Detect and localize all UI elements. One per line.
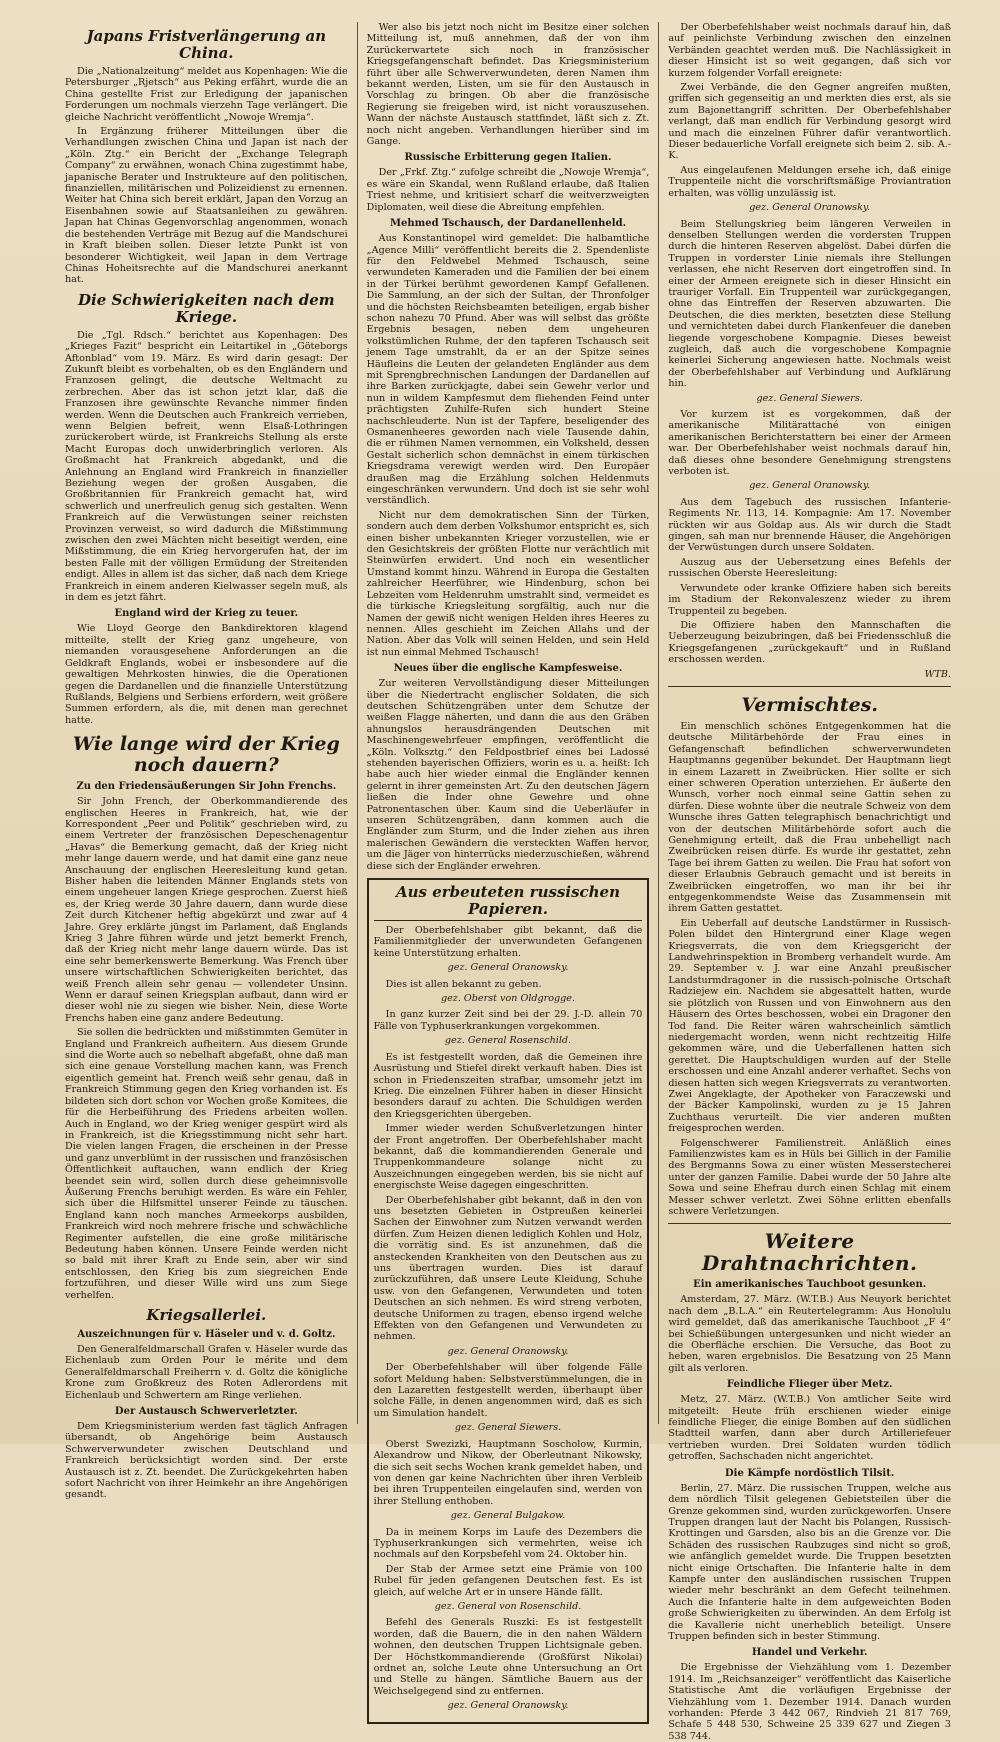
paragraph: Befehl des Generals Ruszki: Es ist festgestellt worden, daß die Bauern, die in den nahen Wäldern wohnen, den deutschen Truppen Lichtsignale geben. Der Höchstkommandierende (Großfürst Nikolai) ordnet an, solche Leute ohne Untersuchung an Ort und Stelle zu hängen. Sämtliche Bauern aus der Weichselgegend sind zu entfernen. [373, 1617, 643, 1697]
article-title: Aus erbeuteten russischen Papieren. [374, 884, 643, 921]
agency-mark: WTB. [924, 668, 952, 680]
signature: gez. Oberst von Oldgrogge. [440, 993, 576, 1005]
article-subtitle: Russische Erbitterung gegen Italien. [404, 152, 612, 164]
paragraph: Vor kurzem ist es vorgekommen, daß der amerikanische Militärattaché von einigen amerikanischen Berichterstattern bei einer der Armeen war. Der Oberbefehlshaber weist nochmals darauf hin, daß dieses ohne besondere Genehmigung strengstens verboten ist. [668, 409, 952, 478]
signature: gez. General Bulgakow. [450, 1510, 566, 1522]
paragraph: Der „Frkf. Ztg.“ zufolge schreibt die „Nowoje Wremja“, es wäre ein Skandal, wenn Rußland erlaube, daß Italien Triest nehme, und kritisiert scharf die weitverzweigten Diplomaten, weil diese die Abreitung empfehlen. [366, 167, 650, 213]
article-title: Die Schwierigkeiten nach dem Kriege. [78, 290, 335, 326]
paragraph: Berlin, 27. März. Die russischen Truppen, welche aus dem nördlich Tilsit gelegenen Gebietsteilen über die Grenze gekommen sind, wurden zurückgeworfen. Unsere Truppen drangen laut der Nacht bis Polangen, Russisch-Krottingen und Garsden, also bis an die Grenze vor. Die Schäden des russischen Raubzuges sind nicht so groß, wie anfänglich gemeldet wurde. Die Truppen besetzten nicht einige Ortschaften. Die Infanterie halte in dem Kampfe unter den ausländischen russischen Truppen wieder mehr beschränkt an dem Gefecht teilnehmen. Auch die Infanterie halte in dem aufgeweichten Boden große Schwierigkeiten zu überwinden. An dem Erfolg ist die Kavallerie nicht unerheblich beteiligt. Unsere Truppen befinden sich in bester Stimmung. [668, 1482, 952, 1642]
article-subtitle: Der Austausch Schwerverletzter. [114, 1406, 298, 1418]
paragraph: Verwundete oder kranke Offiziere haben sich bereits im Stadium der Rekonvaleszenz wieder zu ihrem Truppenteil zu begeben. [668, 582, 952, 617]
section-title: Vermischtes. [741, 693, 879, 716]
paragraph: Aus eingelaufenen Meldungen ersehe ich, daß einige Truppenteile nicht die vorschriftsmäßige Proviantration erhalten, was völlig unzulässig ist. [668, 164, 952, 199]
column-3 [658, 22, 960, 1742]
paragraph: Wie Lloyd George den Bankdirektoren klagend mitteilte, stellt der Krieg ganz ungeheure, von niemanden vorausgesehene Anforderungen an die Geldkraft Englands, wobei er insbesondere auf die gewaltigen Mehrkosten hinwies, die die Operationen gegen die Dardanellen und die finanzielle Unterstützung Rußlands, Belgiens und Serbiens erfordern, weit größere Summen erfordern, als die, mit denen man gerechnet hatte. [65, 623, 348, 726]
paragraph: Zur weiteren Vervollständigung dieser Mitteilungen über die Niedertracht englischer Soldaten, die sich deutschen Schützengräben unter dem Schutze der weißen Flagge näherten, und dann die aus den Gräben ahnungslos herausdrängenden Deutschen mit Maschinengewehrfeuer empfingen, veröffentlicht die „Köln. Volksztg.“ den Feldpostbrief eines bei Ladossé stehenden bayerischen Offiziers, worin es u. a. heißt: Ich habe auch hier wieder einmal die Engländer kennen gelernt in ihrer gemeinsten Art. Zu den deutschen Jägern ließen die Inder ohne Gewehre und ohne Patronentaschen über. Kaum sind die Ueberläufer in unseren Schützengräben, dann kommen auch die Engländer zum Sturm, und die Inder ziehen aus ihren malerischen Gewändern die versteckten Waffen hervor, um die Jäger von hinterrücks niederzuschießen, während diese sich der Engländer erwehren. [366, 678, 650, 872]
article-subtitle: Mehmed Tschausch, der Dardanellenheld. [389, 218, 627, 230]
paragraph: In Ergänzung früherer Mitteilungen über die Verhandlungen zwischen China und Japan ist nach der „Köln. Ztg.“ ein Bericht der „Exchange Telegraph Company“ zu erwähnen, wonach China zugestimmt habe, japanische Berater und Instrukteure auf den politischen, finanziellen, militärischen und Polizeidienst zu ernennen. Weiter hat China sich bereit erklärt, Japan den Vorzug an Eisenbahnen sowie auf Staatsanleihen zu gewähren. Japan hat Chinas Gegenvorschlag angenommen, wonach die bestehenden Verträge mit Bezug auf die Mandschurei in Kraft bleiben sollen. Dieser letzte Punkt ist von besonderer Wichtigkeit, weil Japan in dem Vertrage Chinas Hoheitsrechte auf die Mandschurei anerkannt hat. [65, 126, 348, 286]
article-subtitle: Ein amerikanisches Tauchboot gesunken. [693, 1279, 927, 1291]
paragraph: Der Oberbefehlshaber gibt bekannt, daß in den von uns besetzten Gebieten in Ostpreußen keinerlei Sachen der Einwohner zum Nutzen verwandt werden dürfen. Zum Heizen dienen lediglich Kohlen und Holz, die vorrätig sind. Es ist anzunehmen, daß die ansteckenden Krankheiten von den Deutschen aus zu uns übertragen wurden. Dies ist darauf zurückzuführen, daß unsere Leute Kleidung, Schuhe usw. von den Gefangenen, Verwundeten und toten Deutschen an sich nehmen. Es wird streng verboten, deutsche Uniformen zu tragen, ebenso irgend welche Effekten von den Gefangenen und Verwundeten zu nehmen. [373, 1194, 643, 1343]
paragraph: Amsterdam, 27. März. (W.T.B.) Aus Neuyork berichtet nach dem „B.L.A.“ ein Reutertelegramm: Aus Honolulu wird gemeldet, daß das amerikanische Tauchboot „F 4“ bei Schießübungen untergesunken und nicht wieder an die Oberfläche erschien. Die Versuche, das Boot zu heben, waren ergebnislos. Die Besatzung von 25 Mann gilt als verloren. [668, 1294, 952, 1374]
signature: gez. General Siewers. [454, 1422, 562, 1434]
article-title: Wie lange wird der Krieg noch dauern? [72, 733, 340, 777]
paragraph: Der Oberbefehlshaber weist nochmals darauf hin, daß auf peinlichste Verbindung zwischen den einzelnen Verbänden geachtet werden muß. Die Nachlässigkeit in dieser Hinsicht ist so weit gegangen, daß sich vor kurzem folgender Vorfall ereignete: [668, 22, 952, 79]
paragraph: Die „Nationalzeitung“ meldet aus Kopenhagen: Wie die Petersburger „Rjetsch“ aus Peking erfährt, wurde die an China gestellte Frist zur Erledigung der japanischen Forderungen um nochmals vierzehn Tage verlängert. Die gleiche Nachricht veröffentlicht „Nowoje Wremja“. [65, 66, 348, 123]
paragraph: Sie sollen die bedrückten und mißstimmten Gemüter in England und Frankreich aufheitern. Aus diesem Grunde sind die Worte auch so nebelhaft abgefaßt, ohne daß man sich eine genaue Vorstellung machen kann, was French eigentlich gemeint hat. French weiß sehr genau, daß in Frankreich Stimmung gegen den Krieg vorhanden ist. Es bildeten sich dort schon vor Wochen große Komitees, die für die Herbeiführung des Friedens arbeiten wollen. Auch in England, wo der Krieg weniger gespürt wird als in Frankreich, ist die Kriegsstimmung nicht sehr hart. Die vielen langen Fragen, die erscheinen in der Presse und ganz unverblümt in der russischen und französischen Öffentlichkeit auftauchen, wann endlich der Krieg beendet sein wird, sollen durch diese geheimnisvolle Äußerung Frenchs beruhigt werden. Es wäre ein Fehler, sich über die Hilfsmittel unserer Feinde zu täuschen. England kann noch manches Armeekorps ausbilden, Frankreich wird noch mehrere frische und schwächliche Regimenter aufstellen, die eine große militärische Bedeutung haben können. Unsere Feinde werden nicht so bald mit ihrer Kraft zu Ende sein, aber wir sind entschlossen, den Krieg bis zum siegreichen Ende fortzuführen, und dieser Wille wird uns zum Siege verhelfen. [65, 1027, 348, 1301]
paragraph: Nicht nur dem demokratischen Sinn der Türken, sondern auch dem derben Volkshumor entspricht es, sich einen bisher unbekannten Krieger vorzustellen, wie er den Gesichtskreis der größten Flotte nur verächtlich mit Steinwürfen erwidert. Und noch ein wesentlicher Umstand kommt hinzu. Während in Europa die Gestalten zahlreicher Heerführer, wie Hindenburg, schon bei Lebzeiten vom Heldenruhm umstrahlt sind, vermeidet es die türkische Kriegsleitung sorgfältig, auch nur die Namen der gewiß nicht wenigen Helden ihres Heeres zu nennen. Alles geschieht im Zeichen Allahs und der Nation. Aber das Volk will seinen Helden, und sein Held ist nun einmal Mehmed Tschausch! [366, 509, 650, 658]
paragraph: Es ist festgestellt worden, daß die Gemeinen ihre Ausrüstung und Stiefel direkt verkauft haben. Dies ist schon in Friedenszeiten strafbar, umsomehr jetzt im Krieg. Die einzelnen Führer haben in dieser Hinsicht besonders darauf zu achten. Die Schuldigen werden den Kriegsgerichten übergeben. [373, 1051, 643, 1120]
section-title: Weitere Drahtnachrichten. [701, 1229, 918, 1276]
article-subtitle: Zu den Friedensäußerungen Sir John Frenchs. [76, 781, 337, 793]
article-subtitle: Neues über die englische Kampfesweise. [393, 663, 623, 675]
boxed-article [367, 878, 650, 1724]
signature: gez. General Oranowsky. [749, 202, 871, 214]
paragraph: Den Generalfeldmarschall Grafen v. Häseler wurde das Eichenlaub zum Orden Pour le mérite und dem Generalfeldmarschall Freiherrn v. d. Goltz die königliche Krone zum Großkreuz des Roten Adlerordens mit Eichenlaub und Schwertern am Ringe verliehen. [65, 1344, 348, 1401]
paragraph: Dies ist allen bekannt zu geben. [385, 978, 542, 990]
paragraph: Auszug aus der Uebersetzung eines Befehls der russischen Oberste Heeresleitung: [668, 556, 952, 580]
paragraph: Die Offiziere haben den Mannschaften die Ueberzeugung beizubringen, daß bei Friedensschluß die Kriegsgefangenen „zurückgekauft“ und in Rußland erschossen werden. [668, 619, 952, 666]
article-subtitle: Die Kämpfe nordöstlich Tilsit. [725, 1467, 895, 1479]
paragraph: Ein menschlich schönes Entgegenkommen hat die deutsche Militärbehörde der Frau eines in Gefangenschaft befindlichen schwerverwundeten Hauptmanns gegenüber bekundet. Der Hauptmann liegt in einem Lazarett in Zweibrücken. Hier sollte er sich einer schweren Operation unterziehen. Er äußerte den Wunsch, vorher noch einmal seine Gattin sehen zu dürfen. Diese wohnte über die neutrale Schweiz von dem Wunsche ihres Gatten telegraphisch benachrichtigt und von der deutschen Militärbehörde sofort auch die Genehmigung erteilt, daß die Frau unbehelligt nach Zweibrücken reisen dürfe. Es wurde ihr gestattet, zehn Tage bei ihrem Gatten zu weilen. Die Frau hat sofort von dieser Erlaubnis Gebrauch gemacht und ist bereits in Zweibrücken eingetroffen, wo man ihr bei ihr entgegenkommendste Weise das Zusammensein mit ihrem Gatten gestattet. [668, 720, 952, 915]
column-2 [357, 22, 659, 1712]
paragraph: Beim Stellungskrieg beim längeren Verweilen in denselben Stellungen werden die vordersten Truppen durch die hinteren Reserven abgelöst. Dabei dürfen die Truppen in vorderster Linie niemals ihre Stellungen verlassen, ehe nicht Reserven dort eingetroffen sind. In einer der Armeen ereignete sich in dieser Hinsicht ein trauriger Vorfall. Ein Truppenteil war zurückgegangen, ohne das Eintreffen der Reserven abzuwarten. Die Deutschen, die dies merkten, besetzten diese Stellung und vernichteten dabei durch Flankenfeuer die daneben liegende vorgeschobene Kompagnie. Dieses beweist zugleich, daß auch die vorgeschobene Kompagnie keinerlei Sicherung angewiesen hatte. Nochmals weist der Oberbefehlshaber auf Verbindung und Aufklärung hin. [668, 218, 952, 390]
paragraph: Sir John French, der Oberkommandierende des englischen Heeres in Frankreich, hat, wie der Korrespondent „Peer und Politik“ geschrieben wird, zu einem Vertreter der französischen Depeschenagentur „Havas“ die Bemerkung gemacht, daß der Krieg nicht mehr lange dauern werde, und hat damit eine ganz neue Anschauung der englischen Heeresleitung kund getan. Bisher haben die leitenden Männer Englands stets von einem ungeheuer langen Kriege gesprochen. Zuerst hieß es, der Krieg werde 30 Jahre dauern, dann wurde diese Zeit durch Kitchener heftig abgekürzt und zwar auf 4 Jahre. Grey erklärte jüngst im Parlament, daß Englands Krieg 3 Jahre führen würde und jetzt bemerkt French, daß der Krieg nicht mehr lange dauern würde. Das ist eine sehr bemerkenswerte Bemerkung. Was French über unsere wirtschaftlichen Schwierigkeiten berichtet, das weiß French allein sehr genau — vollendeter Unsinn. Wenn er darauf seinen Kriegsplan aufbaut, dann wird er dieser wohl nie zu siegen wie bisher. Nein, diese Worte Frenchs haben eine ganz andere Bedeutung. [65, 796, 348, 1024]
paragraph: Die „Tgl. Rdsch.“ berichtet aus Kopenhagen: Des „Krieges Fazit“ bespricht ein Leitartikel in „Göteborgs Aftonblad“ vom 19. März. Es wird darin gesagt: Der Zukunft bleibt es vorbehalten, ob es den Engländern und Franzosen gelingt, die deutsche Weltmacht zu zerbrechen. Aber das ist schon jetzt klar, daß die Franzosen ihre gewünschte Revanche nimmer finden werden. Wenn die Deutschen auch Frankreich verrieben, wenn Belgien befreit, wenn Elsaß-Lothringen zurückerobert würde, ist Frankreichs Stellung als erste Macht Europas doch unwiderbringlich verloren. Als Großmacht hat Frankreich abgedankt, und die Anlehnung an England wird Frankreich in finanzieller Beziehung wegen der großen Ausgaben, die Großbritannien für Frankreich gemacht hat, wird schwerlich und unerfreulich genug sich gestalten. Wenn Frankreich auf die Verwüstungen seiner reichsten Provinzen verweist, so wird dadurch die Mißstimmung zwischen den zwei Mächten nicht beseitigt werden, eine Mißstimmung, die ein Krieg hervorgerufen hat, der im besten Falle mit der völligen Ermüdung der Streitenden endigt. Alles in allem ist das sicher, daß nach dem Kriege Frankreich in einem anderen Kielwasser segeln muß, als in dem es jetzt fährt. [65, 329, 348, 604]
signature: gez. General Siewers. [756, 392, 863, 404]
paragraph: Der Stab der Armee setzt eine Prämie von 100 Rubel für jeden gefangenen Deutschen fest. Es ist gleich, auf welche Art er in unsere Hände fällt. [373, 1563, 643, 1598]
paragraph: Immer wieder werden Schußverletzungen hinter der Front angetroffen. Der Oberbefehlshaber macht bekannt, daß die kommandierenden Generale und Truppenkommandeure solange nicht zu Auszeichnungen eingegeben werden, bis sie nicht auf energischste Weise dagegen eingeschritten. [373, 1123, 643, 1192]
article-subtitle: England wird der Krieg zu teuer. [114, 608, 299, 620]
paragraph: Aus Konstantinopel wird gemeldet: Die halbamtliche „Agence Milli“ veröffentlicht bereits die 2. Spendenliste für den Feldwebel Mehmed Tschausch, seine verwundeten Kameraden und die Familien der bei einem in der Türkei berühmt gewordenen Kampf Gefallenen. Die Sammlung, an der sich der Sultan, der Thronfolger und die höchsten Reichsbeamten beteiligen, ergab bisher schon nahezu 70 Pfund. Aber was will selbst das größte Ergebnis besagen, neben dem ungeheuren volkstümlichen Ruhme, der den tapferen Tschausch seit jenem Tage umstrahlt, da er an der Spitze seines Häufleins die Leuten der gelandeten Engländer aus dem mit Sprengbrechnischen Landungen der Dardanellen auf ihre Barken zurückjagte, dabei sein Gewehr verlor und nun in wildem Kampfesmut dem fliehenden Feind unter prächtigsten Zuhilfe-Rufen sich hundert Steine nachschleuderte. Nun ist der Tapfere, beseligender des Osmanenheeres geworden nach viele Tausende dahin, die er rühmen Namen vernommen, ein Volksheld, dessen Gestalt sicherlich schon demnächst in einem türkischen Kriegsdrama verewigt werden wird. Den Europäer draußen mag die Erzählung solchen Heldenmuts eingeschränken verwundern. Und doch ist sie sehr wohl verständlich. [366, 233, 650, 507]
article-subtitle: Auszeichnungen für v. Häseler und v. d. Goltz. [77, 1329, 336, 1340]
article-subtitle: Feindliche Flieger über Metz. [726, 1379, 893, 1391]
paragraph: Der Oberbefehlshaber gibt bekannt, daß die Familienmitglieder der unverwundeten Gefangenen keine Unterstützung erhalten. [373, 925, 643, 959]
paragraph: Folgenschwerer Familienstreit. Anläßlich eines Familienzwistes kam es in Hüls bei Gillich in der Familie des Bergmanns Sowa zu einer wüsten Messerstecherei unter der ganzen Familie. Dabei wurde der 50 Jahre alte Sowa und seine Ehefrau durch einen Schlag mit einem Messer schwer verletzt. Zwei Söhne erlitten ebenfalls schwere Verletzungen. [668, 1137, 952, 1217]
signature: gez. General Oranowsky. [447, 1345, 569, 1357]
paragraph: Die Ergebnisse der Viehzählung vom 1. Dezember 1914. Im „Reichsanzeiger“ veröffentlicht das Kaiserliche Statistische Amt die vorläufigen Ergebnisse der Viehzählung vom 1. Dezember 1914. Danach wurden vorhanden: Pferde 3 442 067, Rindvieh 21 817 769, Schafe 5 448 530, Schweine 25 339 627 und Ziegen 3 538 744. [668, 1662, 952, 1742]
paragraph: Oberst Swezizki, Hauptmann Soscholow, Kurmin, Alexandrow und Nikow, der Oberleutnant Nikowsky, die sich seit sechs Wochen krank gemeldet haben, und von denen gar keine Nachrichten über ihren Verbleib bei ihren Truppenteilen eingelaufen sind, werden von ihrer Stellung enthoben. [373, 1438, 643, 1507]
paragraph: Aus dem Tagebuch des russischen Infanterie-Regiments Nr. 113, 14. Kompagnie: Am 17. November rückten wir aus Goldap aus. Als wir durch die Stadt gingen, sah man nur brennende Häuser, die Angehörigen der Verwüstungen durch unsere Soldaten. [668, 496, 952, 554]
paragraph: Zwei Verbände, die den Gegner angreifen mußten, griffen sich gegenseitig an und merkten dies erst, als sie zum Bajonettangriff schritten. Der Oberbefehlshaber verlangt, daß man endlich für Verbindung gesorgt wird und mach die einzelnen Führer dafür verantwortlich. Dieser bedauerliche Vorfall ereignete sich beim 2. sib. A.-K. [668, 82, 952, 162]
paragraph: Der Oberbefehlshaber will über folgende Fälle sofort Meldung haben: Selbstverstümmelungen, die in den Lazaretten festgestellt werden, überhaupt über solche Fälle, in denen angenommen wird, daß es sich um Simulation handelt. [373, 1362, 643, 1419]
paragraph: In ganz kurzer Zeit sind bei der 29. J.-D. allein 70 Fälle von Typhuserkrankungen vorgekommen. [373, 1009, 643, 1032]
signature: gez. General Rosenschild. [444, 1035, 572, 1047]
paragraph: Da in meinem Korps im Laufe des Dezembers die Typhuserkrankungen sich vermehrten, weise ich nochmals auf den Korpsbefehl vom 24. Oktober hin. [373, 1526, 643, 1561]
paragraph: Wer also bis jetzt noch nicht im Besitze einer solchen Mitteilung ist, muß annehmen, daß der von ihm Zurückerwartete sich noch in französischer Kriegsgefangenschaft befindet. Das Kriegsministerium führt über alle Schwerverwundeten, deren Namen ihm bekannt werden, Listen, um sie für den Austausch in Vorschlag zu bringen. Ob aber die französische Regierung sie freigeben wird, ist nicht vorauszusehen. Wann der nächste Austausch stattfindet, läßt sich z. Zt. noch nicht angeben. Verhandlungen hierüber sind im Gange. [366, 22, 650, 148]
signature: gez. General Oranowsky. [447, 1700, 569, 1712]
signature: gez. General Oranowsky. [447, 962, 569, 974]
divider [668, 1223, 951, 1224]
article-title: Japans Fristverlängerung an China. [86, 27, 327, 62]
divider [668, 686, 951, 687]
paragraph: Ein Ueberfall auf deutsche Landstürmer in Russisch-Polen bildet den Hintergrund einer Klage wegen Kriegsverrats, die von dem Kriegsgericht der Landwehrinspektion in Bromberg verhandelt wurde. Am 29. September v. J. war eine Anzahl preußischer Landsturmdragoner in die russisch-polnische Ortschaft Radziejew ein. Nachdem sie abgesattelt hatten, wurde sie plötzlich von Russen und von Einwohnern aus den Häusern des Ortes beschossen, wobei ein Dragoner den Tod fand. Die Reiter wären wahrscheinlich sämtlich niedergemacht worden, wenn nicht rechtzeitig Hilfe gekommen wäre, und die Ueberfallenen hatten sich gerettet. Die Hauptschuldigen wurden auf der Stelle erschossen und eine Anzahl anderer verhaftet. Sechs von diesen hatten sich wegen Kriegsverrats zu verantworten. Zwei Angeklagte, der Apotheker von Faraczewski und der Bäcker Kampolinski, wurden zu je 15 Jahren Zuchthaus verurteilt. Die vier anderen mußten freigesprochen werden. [668, 917, 952, 1135]
paragraph: Metz, 27. März. (W.T.B.) Von amtlicher Seite wird mitgeteilt: Heute früh erschienen wieder einige feindliche Flieger, die einige Bomben auf den südlichen Stadtteil warfen, dann aber durch Artilleriefeuer vertrieben wurden. Drei Soldaten wurden tödlich getroffen, Sachschaden nicht angerichtet. [668, 1394, 952, 1463]
column-1 [56, 22, 357, 1501]
signature: gez. General Oranowsky. [749, 480, 871, 492]
paragraph: Dem Kriegsministerium werden fast täglich Anfragen übersandt, ob Angehörige beim Austausch Schwerverwundeter zwischen Deutschland und Frankreich berücksichtigt worden sind. Der erste Austausch ist z. Zt. beendet. Die Zurückgekehrten haben sofort Nachricht von ihrer Heimkehr an ihre Angehörigen gesandt. [65, 1421, 348, 1501]
article-subtitle: Handel und Verkehr. [751, 1647, 868, 1659]
signature: gez. General von Rosenschild. [434, 1600, 582, 1612]
article-title: Kriegsallerlei. [146, 1306, 267, 1324]
